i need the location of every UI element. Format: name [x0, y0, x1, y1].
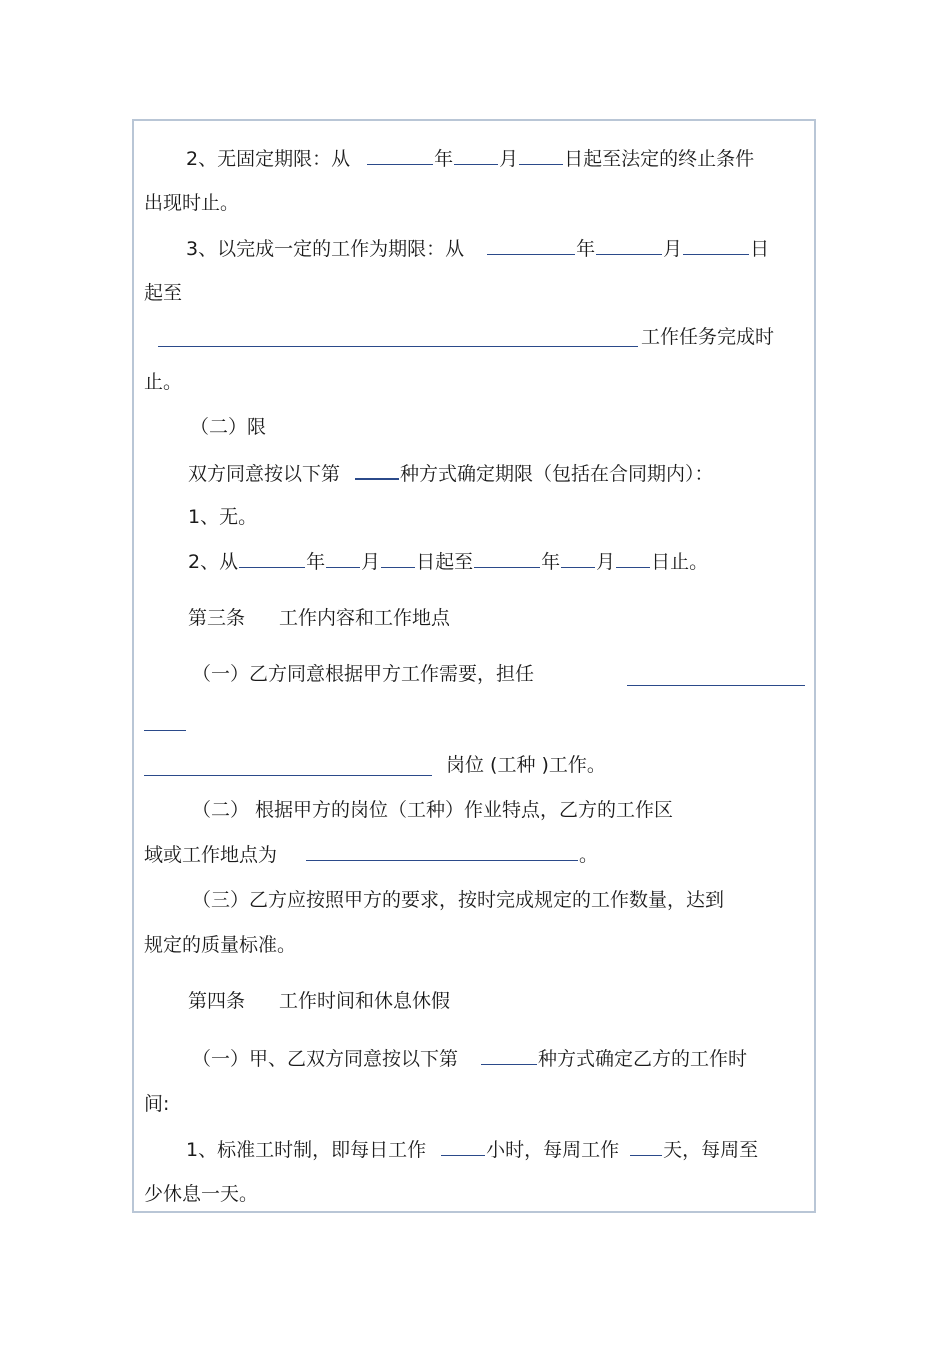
- hours-blank[interactable]: [441, 1137, 485, 1156]
- year-blank[interactable]: [239, 549, 305, 568]
- day-blank[interactable]: [683, 236, 749, 255]
- article3-p3: （三）乙方应按照甲方的要求，按时完成规定的工作数量，达到: [192, 889, 725, 911]
- article4-title: 第四条: [188, 990, 246, 1012]
- probation-intro-a: 双方同意按以下第: [188, 463, 341, 485]
- item2-cont: 出现时止。: [144, 192, 240, 214]
- task-label: 工作任务完成时: [641, 326, 775, 348]
- article3-title: 第三条: [188, 607, 246, 629]
- position-blank-cont2[interactable]: [144, 775, 432, 776]
- month-blank[interactable]: [326, 549, 360, 568]
- article3-p2: （二） 根据甲方的岗位（工种）作业特点，乙方的工作区: [192, 799, 674, 821]
- item2-line: [186, 146, 754, 171]
- opt2-from: 2、从: [188, 551, 239, 573]
- month-label: 月: [361, 551, 381, 573]
- item3-text: 3、以完成一定的工作为期限：从: [186, 238, 465, 260]
- year-blank[interactable]: [487, 236, 575, 255]
- probation-opt1: 1、无。: [188, 506, 258, 528]
- location-end: 。: [579, 844, 599, 866]
- article3-subtitle: 工作内容和工作地点: [279, 607, 451, 629]
- item3-cont: 起至: [144, 282, 183, 304]
- article4-p2-cont: 少休息一天。: [144, 1183, 259, 1205]
- article4-p1-b: 种方式确定乙方的工作时: [538, 1048, 748, 1070]
- probation-intro-b: 种方式确定期限（包括在合同期内）：: [400, 463, 714, 485]
- option-blank[interactable]: [481, 1046, 537, 1065]
- item2-tail: 日起至法定的终止条件: [564, 148, 755, 170]
- position-blank[interactable]: [627, 685, 805, 686]
- article4-p1-cont: 间:: [144, 1093, 170, 1115]
- item3-line: [186, 236, 769, 261]
- opt2-end: 日止。: [651, 551, 709, 573]
- day-label: 日: [750, 238, 770, 260]
- item2-text: 2、无固定期限：从: [186, 148, 351, 170]
- days-label: 小时，每周工作: [486, 1139, 620, 1161]
- year-label: 年: [306, 551, 326, 573]
- article4-p1: [192, 1046, 747, 1071]
- year-label: 年: [541, 551, 561, 573]
- day-blank[interactable]: [381, 549, 415, 568]
- article3-p3-cont: 规定的质量标准。: [144, 934, 297, 956]
- article4-subtitle: 工作时间和休息休假: [279, 990, 451, 1012]
- article3-p2-cont: [144, 842, 598, 867]
- month-label: 月: [663, 238, 683, 260]
- position-blank-cont[interactable]: [144, 730, 186, 731]
- month-blank[interactable]: [454, 146, 498, 165]
- probation-heading: （二）限: [190, 416, 267, 438]
- month-label: 月: [596, 551, 616, 573]
- task-end: 止。: [144, 371, 183, 393]
- probation-opt2: [188, 549, 708, 574]
- opt2-until: 日起至: [416, 551, 474, 573]
- month-blank[interactable]: [596, 236, 662, 255]
- task-blank[interactable]: [158, 346, 638, 347]
- year-label: 年: [576, 238, 596, 260]
- article4-p2: [186, 1137, 758, 1162]
- month-blank[interactable]: [561, 549, 595, 568]
- article3-p1-end: 岗位 (工种 )工作。: [446, 754, 606, 776]
- hours-label: 1、标准工时制，即每日工作: [186, 1139, 427, 1161]
- article3-p1: （一）乙方同意根据甲方工作需要，担任: [192, 663, 535, 685]
- rest-label: 天，每周至: [663, 1139, 759, 1161]
- days-blank[interactable]: [630, 1137, 662, 1156]
- year-blank[interactable]: [474, 549, 540, 568]
- year-label: 年: [434, 148, 454, 170]
- location-label: 域或工作地点为: [144, 844, 278, 866]
- location-blank[interactable]: [306, 842, 578, 861]
- month-label: 月: [499, 148, 519, 170]
- option-blank[interactable]: [355, 460, 399, 480]
- probation-intro: [188, 460, 714, 486]
- year-blank[interactable]: [367, 146, 433, 165]
- day-blank[interactable]: [519, 146, 563, 165]
- article4-p1-a: （一）甲、乙双方同意按以下第: [192, 1048, 459, 1070]
- day-blank[interactable]: [616, 549, 650, 568]
